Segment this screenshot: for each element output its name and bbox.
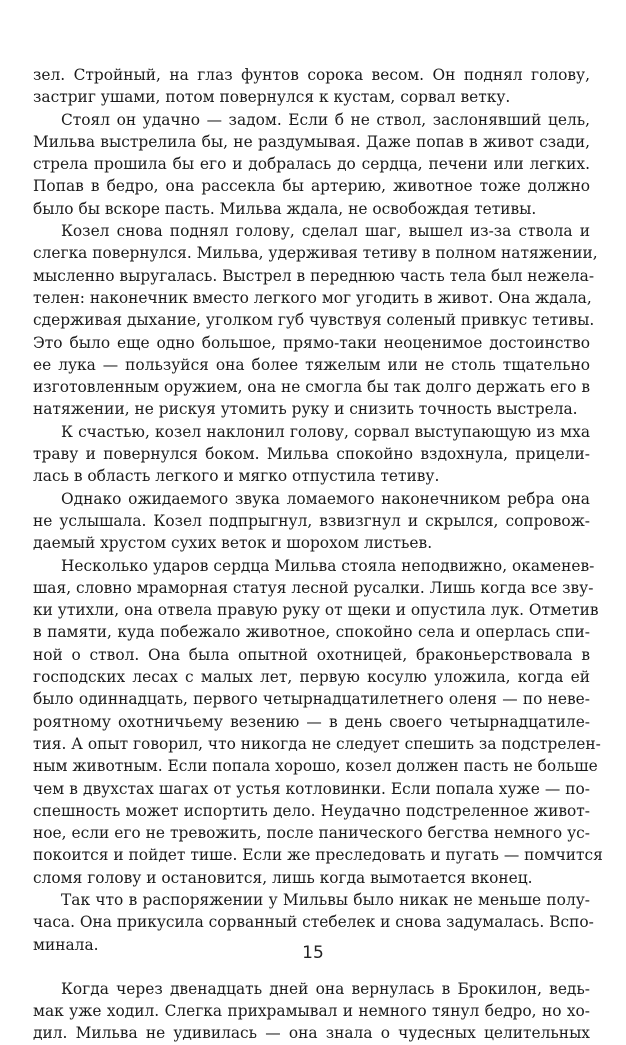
text-line: было бы вскоре пасть. Мильва ждала, не освобождая тетивы. xyxy=(33,199,537,218)
text-line: не услышала. Козел подпрыгнул, взвизгнул и скрылся, сопровож- xyxy=(33,511,590,530)
text-line: лась в область легкого и мягко отпустила тетиву. xyxy=(33,467,440,486)
text-line: зел. Стройный, на глаз фунтов сорока весом. Он поднял голову, xyxy=(33,66,590,84)
text-line: Несколько ударов сердца Мильва стояла неподвижно, окаменев- xyxy=(61,556,595,575)
text-line: ее лука — пользуйся она более тяжелым или не столь тщательно xyxy=(33,355,590,374)
text-line: изготовленным оружием, она не смогла бы так долго держать его в xyxy=(33,378,590,397)
text-line: Стоял он удачно — задом. Если б не ствол, заслонявший цель, xyxy=(61,110,590,129)
text-line: стрела прошила бы его и добралась до сердца, печени или легких. xyxy=(33,155,590,174)
page-body xyxy=(33,64,603,1045)
text-line: ное, если его не тревожить, после панического бегства немного ус- xyxy=(33,824,590,843)
text-line: Мильва выстрелила бы, не раздумывая. Даже попав в живот сзади, xyxy=(33,132,590,151)
text-line: натяжении, не рискуя утомить руку и снизить точность выстрела. xyxy=(33,400,578,419)
text-line: К счастью, козел наклонил голову, сорвал выступающую из мха xyxy=(61,422,590,441)
text-line: минала. xyxy=(33,935,99,954)
text-line: траву и повернулся боком. Мильва спокойно вздохнула, прицели- xyxy=(33,445,590,464)
text-line: ной о ствол. Она была опытной охотницей, браконьерствовала в xyxy=(33,645,590,664)
text-line: даемый хрустом сухих веток и шорохом листьев. xyxy=(33,534,433,553)
text-line: спешность может испортить дело. Неудачно подстреленное живот- xyxy=(33,801,590,820)
text-line: сломя голову и остановится, лишь когда вымотается вконец. xyxy=(33,868,533,887)
text-line: дил. Мильва не удивилась — она знала о чудесных целительных xyxy=(33,1024,590,1043)
text-line: господских лесах с малых лет, первую косулю уложила, когда ей xyxy=(33,668,590,687)
text-line: Попав в бедро, она рассекла бы артерию, животное тоже должно xyxy=(33,177,590,196)
text-line: тия. А опыт говорил, что никогда не следует спешить за подстрелен- xyxy=(33,734,601,753)
text-line: чем в двухстах шагах от устья котловинки. Если попала хуже — по- xyxy=(33,779,590,798)
text-line: мысленно выругалась. Выстрел в переднюю часть тела был нежела- xyxy=(33,266,595,285)
text-line: Это было еще одно большое, прямо-таки неоценимое достоинство xyxy=(33,333,590,352)
page-number: 15 xyxy=(302,943,324,963)
text-line: шая, словно мраморная статуя лесной русалки. Лишь когда все зву- xyxy=(33,578,594,597)
text-line: сдерживая дыхание, уголком губ чувствуя соленый привкус тетивы. xyxy=(33,311,595,330)
text-line: Так что в распоряжении у Мильвы было никак не меньше полу- xyxy=(61,890,590,909)
text-block xyxy=(33,64,603,1045)
text-line: покоится и пойдет тише. Если же преследовать и пугать — помчится xyxy=(33,846,603,865)
text-line: Когда через двенадцать дней она вернулась в Брокилон, ведь- xyxy=(61,979,590,998)
text-line: роятному охотничьему везению — в день своего четырнадцатиле- xyxy=(33,712,590,731)
text-line: застриг ушами, потом повернулся к кустам, сорвал ветку. xyxy=(33,88,511,107)
text-line: Однако ожидаемого звука ломаемого наконечником ребра она xyxy=(61,489,590,508)
text-line: телен: наконечник вместо легкого мог угодить в живот. Она ждала, xyxy=(33,288,592,307)
text-line: мак уже ходил. Слегка прихрамывал и немного тянул бедро, но хо- xyxy=(33,1002,590,1021)
text-line: часа. Она прикусила сорванный стебелек и снова задумалась. Вспо- xyxy=(33,913,594,932)
text-line: слегка повернулся. Мильва, удерживая тетиву в полном натяжении, xyxy=(33,244,598,263)
text-line: ным животным. Если попала хорошо, козел должен пасть не больше xyxy=(33,757,598,776)
text-line: Козел снова поднял голову, сделал шаг, вышел из-за ствола и xyxy=(61,222,590,241)
text-line: ки утихли, она отвела правую руку от щеки и опустила лук. Отметив xyxy=(33,601,599,620)
text-line: в памяти, куда побежало животное, спокойно села и оперлась спи- xyxy=(33,623,590,642)
text-line: было одиннадцать, первого четырнадцатилетнего оленя — по неве- xyxy=(33,690,590,709)
